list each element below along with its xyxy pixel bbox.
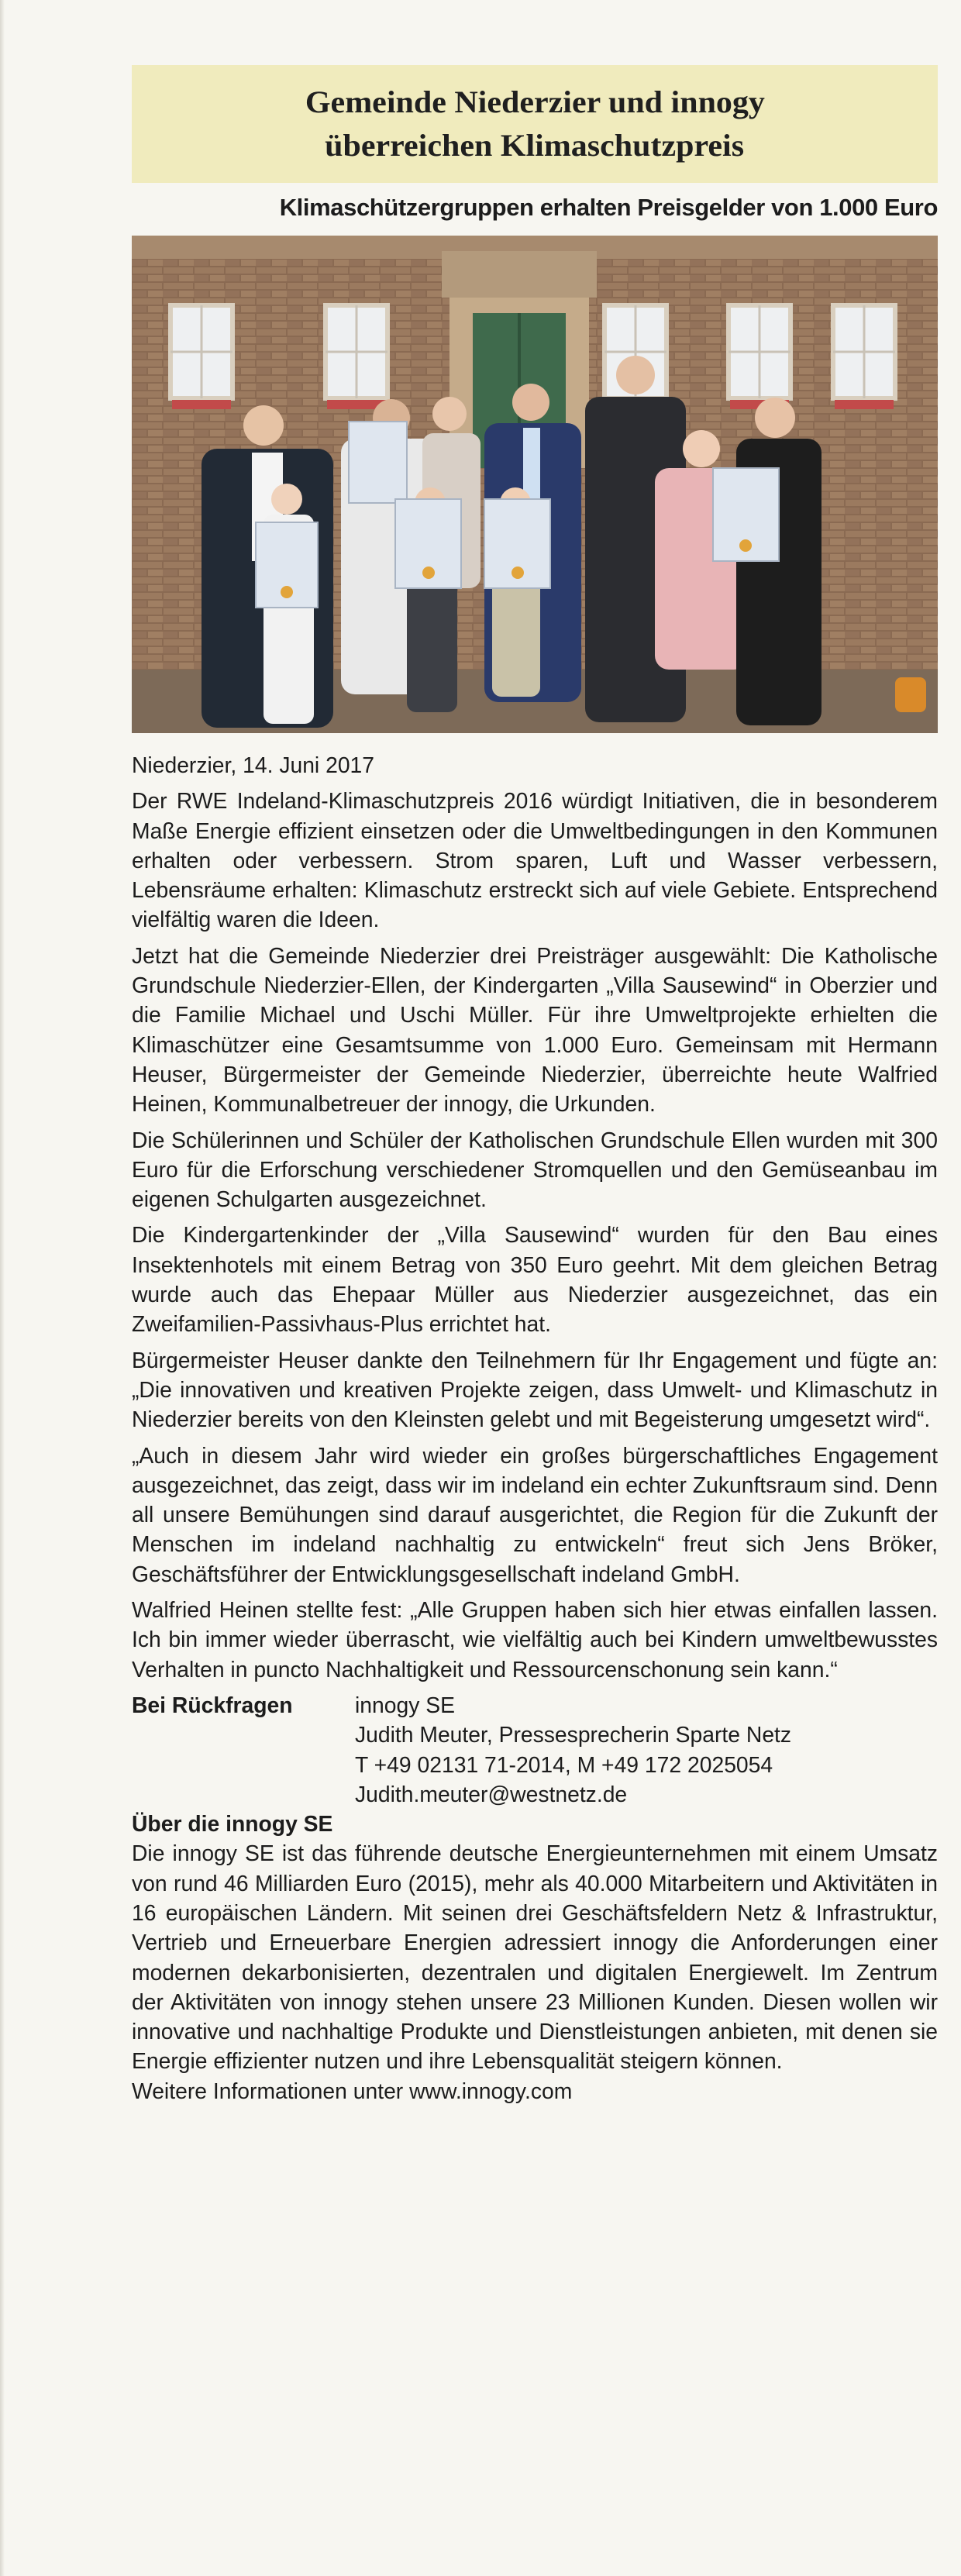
contact-details xyxy=(355,1690,938,1809)
paragraph-6: „Auch in diesem Jahr wird wieder ein großes bürgerschaftliches Engagement ausgezeichnet, das zeigt, dass wir im indeland ein echter Zukunftsraum sind. Denn all unsere Bemühungen sind darauf ausgerichtet, die Region für die Zukunft der Menschen im indeland nachhaltig zu entwickeln“ freut sich Jens Bröker, Geschäftsführer der Entwicklungsgesellschaft indeland GmbH. xyxy=(132,1442,938,1586)
about-text: Die innogy SE ist das führende deutsche Energieunternehmen mit einem Umsatz von rund 46 Milliarden Euro (2015), mehr als 40.000 Mitarbeitern und Aktivitäten in 16 europäischen Ländern. Mit seinen drei Geschäftsfeldern Netz & Infrastruktur, Vertrieb und Erneuerbare Energien adressiert innogy die Anforderungen einer modernen dekarbonisierten, dezentralen und digitalen Energiewelt. Im Zentrum der Aktivitäten von innogy stehen unsere 23 Millionen Kunden. Diesen wollen wir innovative und nachhaltige Produkte und Dienstleistungen anbieten, mit denen sie Energie effizienter nutzen und ihre Lebensqualität steigern können. xyxy=(132,1841,938,2074)
headline-line-2: überreichen Klimaschutzpreis xyxy=(325,128,745,163)
contact-company: innogy SE xyxy=(355,1692,455,1717)
contact-label: Bei Rückfragen xyxy=(132,1692,293,1717)
paragraph-1: Der RWE Indeland-Klimaschutzpreis 2016 würdigt Initiativen, die in besonderem Maße Energie effizient einsetzen oder die Umweltbedingungen in den Kommunen erhalten oder verbessern. Strom sparen, Luft und Wasser verbessern, Lebensräume erhalten: Klimaschutz erstreckt sich auf viele Gebiete. Entsprechend vielfältig waren die Ideen. xyxy=(132,788,938,932)
article xyxy=(132,65,938,2106)
dateline: Niederzier, 14. Juni 2017 xyxy=(132,752,375,777)
scan-edge xyxy=(0,0,5,2576)
paragraph-3: Die Schülerinnen und Schüler der Katholischen Grundschule Ellen wurden mit 300 Euro für die Erforschung verschiedener Stromquellen und den Gemüseanbau im eigenen Schulgarten ausgezeichnet. xyxy=(132,1127,938,1212)
subheadline: Klimaschützergruppen erhalten Preisgelder von 1.000 Euro xyxy=(279,194,938,221)
headline-box xyxy=(132,65,938,183)
paragraph-2: Jetzt hat die Gemeinde Niederzier drei Preisträger ausgewählt: Die Katholische Grundschule Niederzier-Ellen, der Kindergarten „Villa Sausewind“ in Oberzier und die Familie Michael und Uschi Müller. Für ihre Umweltprojekte erhielten die Klimaschützer eine Gesamtsumme von 1.000 Euro. Gemeinsam mit Hermann Heuser, Bürgermeister der Gemeinde Niederzier, überreichte heute Walfried Heinen, Kommunalbetreuer der innogy, die Urkunden. xyxy=(132,942,938,1117)
paragraph-5: Bürgermeister Heuser dankte den Teilnehmern für Ihr Engagement und fügte an: „Die innovativen und kreativen Projekte zeigen, dass Umwelt- und Klimaschutz in Niederzier bereits von den Kleinsten gelebt und mit Begeisterung umgesetzt wird“. xyxy=(132,1347,938,1432)
contact-person: Judith Meuter, Pressesprecherin Sparte Netz xyxy=(355,1722,792,1748)
paragraph-7: Walfried Heinen stellte fest: „Alle Gruppen haben sich hier etwas einfallen lassen. Ich bin immer wieder überrascht, wie vielfältig auch bei Kindern umweltbewusstes Verhalten in puncto Nachhaltigkeit und Ressourcenschonung sein kann.“ xyxy=(132,1597,938,1682)
headline-line-1: Gemeinde Niederzier und innogy xyxy=(305,84,765,119)
paragraph-4: Die Kindergartenkinder der „Villa Sausewind“ wurden für den Bau eines Insektenhotels mit einem Betrag von 350 Euro geehrt. Mit dem gleichen Betrag wurde auch das Ehepaar Müller aus Niederzier ausgezeichnet, das ein Zweifamilien-Passivhaus-Plus errichtet hat. xyxy=(132,1222,938,1337)
contact-block xyxy=(132,1690,938,1809)
contact-email: Judith.meuter@westnetz.de xyxy=(355,1781,628,1806)
about-title: Über die innogy SE xyxy=(132,1811,333,1837)
contact-phone: T +49 02131 71-2014, M +49 172 2025054 xyxy=(355,1751,773,1777)
group-photo xyxy=(132,236,938,733)
more-info: Weitere Informationen unter www.innogy.com xyxy=(132,2078,573,2103)
article-body xyxy=(132,750,938,2106)
